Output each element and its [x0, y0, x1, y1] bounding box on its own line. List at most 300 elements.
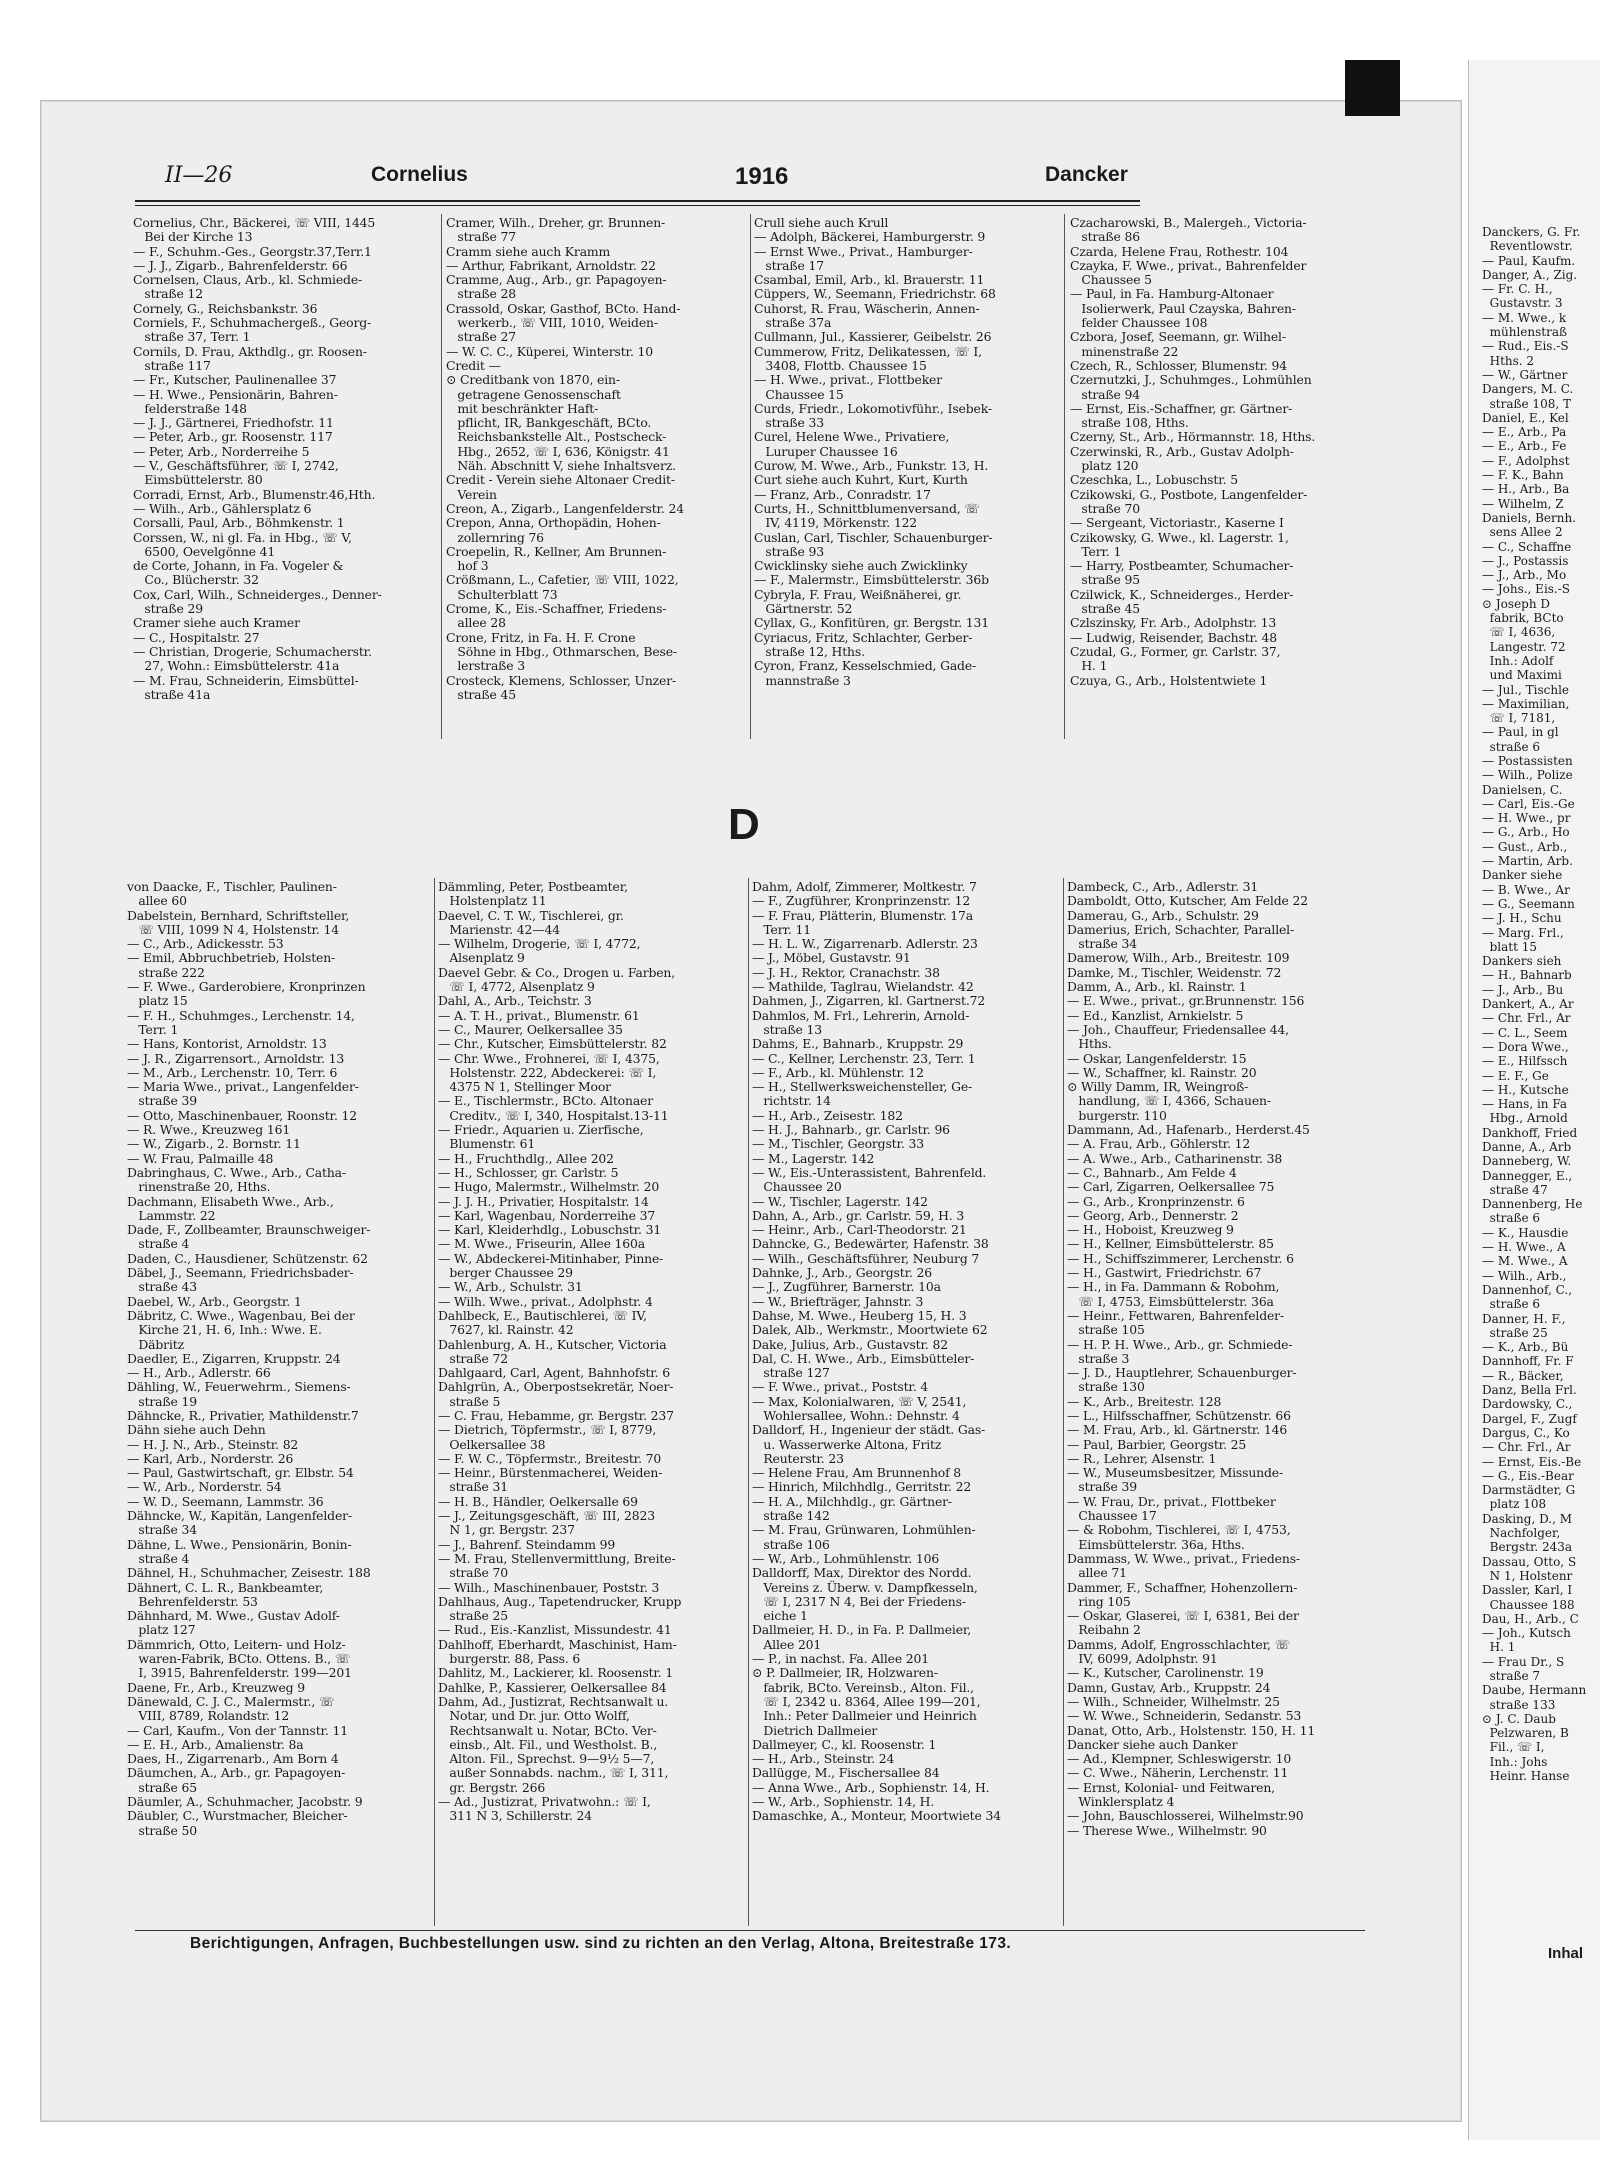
next-page-entry-line: Pelzwaren, B: [1482, 1726, 1569, 1741]
next-page-entry-line: Dankers sieh: [1482, 954, 1562, 969]
directory-entry-line: — H., Hoboist, Kreuzweg 9: [1067, 1222, 1234, 1238]
directory-entry-line: — W. Frau, Dr., privat., Flottbeker: [1067, 1493, 1276, 1509]
directory-entry-line: Czerwinski, R., Arb., Gustav Adolph-: [1070, 443, 1294, 459]
next-page-entry-line: Dau, H., Arb., C: [1482, 1611, 1579, 1626]
directory-entry-line: — W., Schaffner, kl. Rainstr. 20: [1067, 1064, 1257, 1080]
next-page-entry-line: ☏ I, 7181,: [1482, 711, 1556, 726]
directory-entry-line: Dahlgrün, A., Oberpostsekretär, Noer-: [438, 1379, 674, 1395]
directory-entry-line: Czernutzki, J., Schuhmges., Lohmühlen: [1070, 372, 1312, 388]
directory-entry-line: Gärtnerstr. 52: [754, 601, 853, 617]
directory-entry-line: straße 12: [133, 286, 203, 302]
directory-entry-line: ☏ I, 4753, Eimsbüttelerstr. 36a: [1067, 1293, 1274, 1309]
directory-entry-line: ⊙ Willy Damm, IR, Weingroß-: [1067, 1079, 1249, 1095]
directory-entry-line: straße 29: [133, 601, 203, 617]
directory-entry-line: Dahlhoff, Eberhardt, Maschinist, Ham-: [438, 1636, 677, 1652]
next-page-entry-line: — Gust., Arb.,: [1482, 839, 1568, 854]
directory-entry-line: Dähncke, R., Privatier, Mathildenstr.7: [127, 1407, 359, 1423]
directory-entry-line: Damerow, Wilh., Arb., Breitestr. 109: [1067, 950, 1290, 966]
directory-entry-line: — M. Frau, Grünwaren, Lohmühlen-: [752, 1522, 976, 1538]
publisher-footer: Berichtigungen, Anfragen, Buchbestellungen usw. sind zu richten an den Verlag, Altona, Breitestraße 173.: [190, 1935, 1012, 1952]
directory-entry-line: — W., Eis.-Unterassistent, Bahrenfeld.: [752, 1164, 987, 1180]
directory-entry-line: Winklersplatz 4: [1067, 1794, 1175, 1809]
directory-entry-line: straße 222: [127, 964, 205, 980]
next-page-entry-line: Dasking, D., M: [1482, 1511, 1573, 1526]
directory-entry-line: Cramer, Wilh., Dreher, gr. Brunnen-: [446, 216, 666, 230]
directory-entry-line: platz 15: [127, 993, 188, 1009]
directory-entry-line: — A. Wwe., Arb., Catharinenstr. 38: [1067, 1150, 1283, 1166]
directory-entry-line: Marienstr. 42—44: [438, 921, 560, 937]
bottom-column-2: [438, 880, 746, 1925]
directory-entry-line: straße 4: [127, 1236, 190, 1252]
directory-entry-line: Crone, Fritz, in Fa. H. F. Crone: [446, 629, 636, 645]
next-page-entry-line: Darmstädter, G: [1482, 1483, 1576, 1498]
directory-entry-line: — C., Arb., Adickesstr. 53: [127, 936, 284, 952]
directory-entry-line: — H. Wwe., privat., Flottbeker: [754, 372, 943, 388]
directory-entry-line: H. 1: [1070, 658, 1108, 674]
directory-entry-line: — J. J., Gärtnerei, Friedhofstr. 11: [133, 415, 334, 431]
directory-entry-line: Creon, A., Zigarb., Langenfelderstr. 24: [446, 500, 684, 516]
directory-entry-line: Reibahn 2: [1067, 1622, 1141, 1638]
directory-entry-line: IV, 4119, Mörkenstr. 122: [754, 515, 918, 531]
directory-entry-line: Dähnhard, M. Wwe., Gustav Adolf-: [127, 1608, 340, 1624]
next-page-entry-line: Dargus, C., Ko: [1482, 1425, 1570, 1440]
next-page-entry-line: Dannenberg, He: [1482, 1197, 1583, 1212]
directory-entry-line: Dachmann, Elisabeth Wwe., Arb.,: [127, 1193, 334, 1209]
directory-entry-line: Danat, Otto, Arb., Holstenstr. 150, H. 11: [1067, 1722, 1316, 1738]
directory-entry-line: — J., Möbel, Gustavstr. 91: [752, 950, 911, 966]
directory-entry-line: Cybryla, F. Frau, Weißnäherei, gr.: [754, 586, 962, 602]
directory-entry-line: straße 39: [127, 1093, 197, 1109]
next-page-entry-line: — F., Adolphst: [1482, 453, 1570, 468]
next-page-entry-line: — F. K., Bahn: [1482, 468, 1564, 483]
directory-entry-line: — C., Kellner, Lerchenstr. 23, Terr. 1: [752, 1050, 976, 1066]
directory-entry-line: Dahlitz, M., Lackierer, kl. Roosenstr. 1: [438, 1665, 674, 1681]
directory-entry-line: Dallmeier, H. D., in Fa. P. Dallmeier,: [752, 1622, 972, 1638]
directory-entry-line: — F., Malermstr., Eimsbüttelerstr. 36b: [754, 572, 989, 588]
directory-entry-line: Czech, R., Schlosser, Blumenstr. 94: [1070, 357, 1288, 373]
next-page-entry-line: — W., Gärtner: [1482, 367, 1568, 382]
next-page-entry-line: — C., Schaffne: [1482, 539, 1572, 554]
directory-entry-line: — H., Schiffszimmerer, Lerchenstr. 6: [1067, 1250, 1294, 1266]
directory-entry-line: — H., Gastwirt, Friedrichstr. 67: [1067, 1265, 1262, 1281]
directory-entry-line: — E. H., Arb., Amalienstr. 8a: [127, 1736, 304, 1752]
directory-entry-line: Däbritz: [127, 1336, 184, 1352]
directory-entry-line: Cuhorst, R. Frau, Wäscherin, Annen-: [754, 300, 980, 316]
directory-entry-line: — Wilh., Maschinenbauer, Poststr. 3: [438, 1579, 660, 1595]
directory-entry-line: — H., Arb., Zeisestr. 182: [752, 1107, 903, 1123]
directory-entry-line: Czikowsky, G. Wwe., kl. Lagerstr. 1,: [1070, 529, 1289, 545]
directory-entry-line: — W., Briefträger, Jahnstr. 3: [752, 1293, 924, 1309]
directory-entry-line: Dammass, W. Wwe., privat., Friedens-: [1067, 1550, 1300, 1566]
directory-entry-line: Czikowski, G., Postbote, Langenfelder-: [1070, 486, 1308, 502]
year: 1916: [735, 163, 789, 190]
directory-entry-line: — W. Wwe., Schneiderin, Sedanstr. 53: [1067, 1708, 1302, 1724]
directory-entry-line: Crepon, Anna, Orthopädin, Hohen-: [446, 515, 661, 531]
directory-entry-line: Daebel, W., Arb., Georgstr. 1: [127, 1293, 302, 1309]
directory-entry-line: Dammann, Ad., Hafenarb., Herderst.45: [1067, 1122, 1310, 1138]
directory-entry-line: straße 17: [754, 257, 824, 273]
directory-entry-line: straße 95: [1070, 572, 1140, 588]
directory-entry-line: — Hinrich, Milchhdlg., Gerritstr. 22: [752, 1479, 972, 1495]
directory-entry-line: Däubler, C., Wurstmacher, Bleicher-: [127, 1808, 348, 1824]
next-page-entry-line: — Chr. Frl., Ar: [1482, 1011, 1571, 1026]
next-page-entry-line: — M. Wwe., k: [1482, 310, 1567, 325]
running-header: [165, 163, 1135, 193]
directory-entry-line: — J., Zugführer, Barnerstr. 10a: [752, 1279, 941, 1295]
directory-entry-line: Dabringhaus, C. Wwe., Arb., Catha-: [127, 1164, 346, 1180]
next-page-entry-line: Chaussee 188: [1482, 1597, 1575, 1612]
directory-entry-line: 3408, Flottb. Chaussee 15: [754, 357, 927, 373]
directory-entry-line: Dahse, M. Wwe., Heuberg 15, H. 3: [752, 1307, 967, 1323]
directory-entry-line: Dahm, Adolf, Zimmerer, Moltkestr. 7: [752, 880, 977, 894]
next-page-entry-line: — G., Arb., Ho: [1482, 825, 1570, 840]
directory-entry-line: Credit —: [446, 357, 501, 373]
directory-entry-line: von Daacke, F., Tischler, Paulinen-: [127, 880, 337, 894]
next-page-entry-line: straße 25: [1482, 1325, 1548, 1340]
directory-entry-line: Daevel Gebr. & Co., Drogen u. Farben,: [438, 964, 676, 980]
first-entry-name: Cornelius: [371, 163, 468, 186]
directory-entry-line: straße 45: [446, 686, 516, 702]
directory-entry-line: Damke, M., Tischler, Weidenstr. 72: [1067, 964, 1282, 980]
directory-entry-line: — Ad., Justizrat, Privatwohn.: ☏ I,: [438, 1794, 651, 1809]
directory-entry-line: — E., Tischlermstr., BCto. Altonaer: [438, 1093, 654, 1109]
next-page-entry-line: Danneberg, W.: [1482, 1154, 1572, 1169]
directory-entry-line: Inh.: Peter Dallmeier und Heinrich: [752, 1708, 977, 1724]
directory-entry-line: Alton. Fil., Sprechst. 9—9½ 5—7,: [438, 1751, 655, 1767]
directory-entry-line: — F., Zugführer, Kronprinzenstr. 12: [752, 893, 971, 909]
directory-entry-line: Curt siehe auch Kuhrt, Kurt, Kurth: [754, 472, 968, 488]
directory-entry-line: Dammer, F., Schaffner, Hohenzollern-: [1067, 1579, 1298, 1595]
next-page-entry-line: Dankert, A., Ar: [1482, 997, 1574, 1012]
directory-entry-line: — M. Frau, Stellenvermittlung, Breite-: [438, 1550, 676, 1566]
next-page-entry-line: — Carl, Eis.-Ge: [1482, 796, 1575, 811]
next-page-entry-line: Danger, A., Zig.: [1482, 267, 1578, 282]
directory-entry-line: Co., Blücherstr. 32: [133, 572, 259, 588]
directory-entry-line: I, 3915, Bahrenfelderstr. 199—201: [127, 1665, 352, 1681]
directory-entry-line: Lammstr. 22: [127, 1207, 216, 1223]
directory-entry-line: — H. L. W., Zigarrenarb. Adlerstr. 23: [752, 936, 978, 952]
directory-entry-line: straße 43: [127, 1279, 197, 1295]
directory-entry-line: Cummerow, Fritz, Delikatessen, ☏ I,: [754, 343, 982, 359]
directory-entry-line: Csambal, Emil, Arb., kl. Brauerstr. 11: [754, 272, 985, 288]
directory-entry-line: Alsenplatz 9: [438, 950, 525, 966]
directory-entry-line: — K., Arb., Breitestr. 128: [1067, 1393, 1222, 1409]
directory-entry-line: Cuslan, Carl, Tischler, Schauenburger-: [754, 529, 993, 545]
directory-entry-line: rinenstraße 20, Hths.: [127, 1179, 271, 1195]
directory-entry-line: Rechtsanwalt u. Notar, BCto. Ver-: [438, 1722, 657, 1738]
directory-entry-line: — F., Arb., kl. Mühlenstr. 12: [752, 1064, 924, 1080]
directory-entry-line: — W., Arb., Norderstr. 54: [127, 1479, 282, 1495]
directory-entry-line: Dänewald, C. J. C., Malermstr., ☏: [127, 1693, 335, 1709]
next-page-entry-line: ⊙ Joseph D: [1482, 596, 1551, 611]
directory-entry-line: straße 13: [752, 1021, 822, 1037]
next-page-entry-line: — H., Bahnarb: [1482, 968, 1572, 983]
section-letter: D: [728, 800, 760, 849]
directory-entry-line: — C., Bahnarb., Am Felde 4: [1067, 1164, 1237, 1180]
directory-entry-line: Crößmann, L., Cafetier, ☏ VIII, 1022,: [446, 572, 679, 588]
directory-entry-line: getragene Genossenschaft: [446, 386, 621, 402]
directory-entry-line: Czilwick, K., Schneiderges., Herder-: [1070, 586, 1294, 602]
directory-entry-line: Dahmen, J., Zigarren, kl. Gartnerst.72: [752, 993, 986, 1009]
directory-entry-line: werkerb., ☏ VIII, 1010, Weiden-: [446, 315, 658, 331]
directory-entry-line: Dambeck, C., Arb., Adlerstr. 31: [1067, 880, 1259, 894]
next-page-entry-line: Reventlowstr.: [1482, 239, 1573, 254]
directory-entry-line: Cramme, Aug., Arb., gr. Papagoyen-: [446, 272, 667, 288]
directory-entry-line: — Heinr., Bürstenmacherei, Weiden-: [438, 1465, 663, 1481]
directory-entry-line: — R., Lehrer, Alsenstr. 1: [1067, 1450, 1217, 1466]
next-page-entry-line: Dassau, Otto, S: [1482, 1554, 1577, 1569]
directory-entry-line: Dahncke, G., Bedewärter, Hafenstr. 38: [752, 1236, 989, 1252]
directory-entry-line: 6500, Oevelgönne 41: [133, 543, 276, 559]
next-page-entry-line: — H. Wwe., pr: [1482, 811, 1571, 826]
directory-entry-line: einsb., Alt. Fil., und Westholst. B.,: [438, 1736, 658, 1752]
next-page-entry-line: blatt 15: [1482, 939, 1538, 954]
directory-entry-line: — Christian, Drogerie, Schumacherstr.: [133, 643, 372, 659]
directory-entry-line: — A. T. H., privat., Blumenstr. 61: [438, 1007, 640, 1023]
directory-entry-line: richtstr. 14: [752, 1093, 831, 1109]
directory-entry-line: Daden, C., Hausdiener, Schützenstr. 62: [127, 1250, 368, 1266]
directory-entry-line: — Paul, in Fa. Hamburg-Altonaer: [1070, 286, 1274, 302]
directory-entry-line: — C., Maurer, Oelkersallee 35: [438, 1021, 623, 1037]
directory-entry-line: Cyron, Franz, Kesselschmied, Gade-: [754, 658, 977, 674]
directory-entry-line: — F. Frau, Plätterin, Blumenstr. 17a: [752, 907, 973, 923]
directory-entry-line: Chaussee 5: [1070, 272, 1152, 288]
next-page-entry-line: straße 133: [1482, 1697, 1556, 1712]
next-page-entry-line: fabrik, BCto: [1482, 611, 1564, 626]
directory-entry-line: Corradi, Ernst, Arb., Blumenstr.46,Hth.: [133, 486, 376, 502]
next-page-footer: Inhal: [1548, 1945, 1584, 1962]
directory-entry-line: Creditv., ☏ I, 340, Hospitalst.13-11: [438, 1107, 669, 1123]
next-page-entry-line: — C. L., Seem: [1482, 1025, 1568, 1040]
directory-entry-line: — C. Frau, Hebamme, gr. Bergstr. 237: [438, 1407, 674, 1423]
directory-entry-line: Crosteck, Klemens, Schlosser, Unzer-: [446, 672, 677, 688]
directory-entry-line: Eimsbüttelerstr. 80: [133, 472, 263, 488]
directory-entry-line: — H. Wwe., Pensionärin, Bahren-: [133, 386, 338, 402]
directory-entry-line: — W., Arb., Sophienstr. 14, H.: [752, 1794, 935, 1809]
directory-entry-line: Dämmrich, Otto, Leitern- und Holz-: [127, 1636, 346, 1652]
directory-entry-line: IV, 6099, Adolphstr. 91: [1067, 1651, 1218, 1667]
directory-entry-line: straße 86: [1070, 229, 1140, 245]
directory-entry-line: straße 5: [438, 1393, 501, 1409]
directory-entry-line: — G., Arb., Kronprinzenstr. 6: [1067, 1193, 1245, 1209]
directory-entry-line: Eimsbüttelerstr. 36a, Hths.: [1067, 1536, 1245, 1552]
next-page-entry-line: — Maximilian,: [1482, 696, 1570, 711]
directory-entry-line: — Ludwig, Reisender, Bachstr. 48: [1070, 629, 1278, 645]
next-page-entry-line: Danielsen, C.: [1482, 782, 1563, 797]
directory-entry-line: allee 28: [446, 615, 506, 631]
next-page-entry-line: — Rud., Eis.-S: [1482, 339, 1569, 354]
next-page-entry-line: Fil., ☏ I,: [1482, 1740, 1545, 1755]
directory-entry-line: straße 105: [1067, 1322, 1145, 1338]
directory-entry-line: straße 41a: [133, 686, 211, 702]
directory-entry-line: Dahn, A., Arb., gr. Carlstr. 59, H. 3: [752, 1207, 965, 1223]
directory-entry-line: — H. P. H. Wwe., Arb., gr. Schmiede-: [1067, 1336, 1293, 1352]
next-page-entry-line: Inh.: Johs: [1482, 1754, 1548, 1769]
directory-entry-line: Dallmeyer, C., kl. Roosenstr. 1: [752, 1736, 937, 1752]
directory-entry-line: — J. D., Hauptlehrer, Schauenburger-: [1067, 1365, 1297, 1381]
top-column-4: [1070, 216, 1375, 736]
directory-entry-line: außer Sonnabds. nachm., ☏ I, 311,: [438, 1765, 669, 1781]
directory-entry-line: Dalek, Alb., Werkmstr., Moortwiete 62: [752, 1322, 988, 1338]
directory-entry-line: — Joh., Chauffeur, Friedensallee 44,: [1067, 1021, 1289, 1037]
directory-entry-line: — W. C. C., Küperei, Winterstr. 10: [446, 343, 654, 359]
directory-entry-line: — F. Wwe., Garderobiere, Kronprinzen: [127, 979, 366, 995]
next-page-entry-line: — H. Wwe., A: [1482, 1240, 1566, 1255]
directory-entry-line: mannstraße 3: [754, 672, 851, 688]
directory-entry-line: — C. Wwe., Näherin, Lerchenstr. 11: [1067, 1765, 1289, 1781]
directory-entry-line: lerstraße 3: [446, 658, 526, 674]
last-entry-name: Dancker: [1045, 163, 1128, 186]
directory-entry-line: Däumchen, A., Arb., gr. Papagoyen-: [127, 1765, 346, 1781]
next-page-entry-line: — Paul, in gl: [1482, 725, 1559, 740]
directory-entry-line: — F., Schuhm.-Ges., Georgstr.37,Terr.1: [133, 243, 372, 259]
directory-entry-line: Dähne, L. Wwe., Pensionärin, Bonin-: [127, 1536, 352, 1552]
next-page-entry-line: — Chr. Frl., Ar: [1482, 1440, 1571, 1455]
directory-entry-line: Dahlenburg, A. H., Kutscher, Victoria: [438, 1336, 667, 1352]
directory-entry-line: Holstenstr. 222, Abdeckerei: ☏ I,: [438, 1064, 657, 1080]
next-page-entry-line: ☏ I, 4636,: [1482, 625, 1556, 640]
next-page-entry-line: Dannenhof, C.,: [1482, 1282, 1573, 1297]
column-separator: [441, 214, 442, 739]
directory-entry-line: Bei der Kirche 13: [133, 229, 253, 245]
next-page-entry-line: Dankhoff, Fried: [1482, 1125, 1578, 1140]
next-page-entry-line: — Wilh., Polize: [1482, 768, 1573, 783]
directory-entry-line: — Max, Kolonialwaren, ☏ V, 2541,: [752, 1393, 967, 1409]
directory-entry-line: ☏ I, 4772, Alsenplatz 9: [438, 979, 595, 995]
directory-entry-line: eiche 1: [752, 1608, 808, 1624]
next-page-entry-line: — E. F., Ge: [1482, 1068, 1549, 1083]
next-page-entry-line: — Postassisten: [1482, 753, 1573, 768]
directory-entry-line: Dahlhaus, Aug., Tapetendrucker, Krupp: [438, 1593, 682, 1609]
column-separator: [750, 214, 751, 739]
directory-entry-line: — Paul, Gastwirtschaft, gr. Elbstr. 54: [127, 1465, 354, 1481]
directory-entry-line: Däbritz, C. Wwe., Wagenbau, Bei der: [127, 1307, 355, 1323]
directory-entry-line: Dämmling, Peter, Postbeamter,: [438, 880, 628, 894]
directory-entry-line: — Carl, Kaufm., Von der Tannstr. 11: [127, 1722, 348, 1738]
directory-entry-line: — J. R., Zigarrensort., Arnoldstr. 13: [127, 1050, 345, 1066]
directory-entry-line: Cullmann, Jul., Kassierer, Geibelstr. 26: [754, 329, 992, 345]
directory-entry-line: — Otto, Maschinenbauer, Roonstr. 12: [127, 1107, 357, 1123]
next-page-entry-line: — H., Arb., Ba: [1482, 482, 1570, 497]
directory-entry-line: Damaschke, A., Monteur, Moortwiete 34: [752, 1808, 1001, 1824]
directory-entry-line: ☏ I, 2317 N 4, Bei der Friedens-: [752, 1593, 966, 1609]
next-page-entry-line: Daniels, Bernh.: [1482, 510, 1576, 525]
directory-entry-line: Czudal, G., Former, gr. Carlstr. 37,: [1070, 643, 1281, 659]
directory-entry-line: — H. B., Händler, Oelkersalle 69: [438, 1493, 638, 1509]
directory-entry-line: Croepelin, R., Kellner, Am Brunnen-: [446, 543, 667, 559]
next-page-entry-line: ⊙ J. C. Daub: [1482, 1711, 1556, 1726]
next-page-entry-line: Nachfolger,: [1482, 1526, 1561, 1541]
next-page-entry-line: und Maximi: [1482, 668, 1562, 683]
directory-entry-line: Damerau, G., Arb., Schulstr. 29: [1067, 907, 1259, 923]
directory-entry-line: N 1, gr. Bergstr. 237: [438, 1522, 575, 1538]
next-page-entry-line: Dangers, M. C.: [1482, 382, 1574, 397]
directory-entry-line: Dake, Julius, Arb., Gustavstr. 82: [752, 1336, 948, 1352]
directory-entry-line: Daedler, E., Zigarren, Kruppstr. 24: [127, 1350, 341, 1366]
directory-entry-line: — Heinr., Arb., Carl-Theodorstr. 21: [752, 1222, 967, 1238]
column-separator: [1064, 214, 1065, 739]
next-page-entry-line: Dassler, Karl, I: [1482, 1583, 1573, 1598]
directory-entry-line: — H. J. N., Arb., Steinstr. 82: [127, 1436, 299, 1452]
next-page-entry-line: Dargel, F., Zugf: [1482, 1411, 1577, 1426]
directory-entry-line: — W., Arb., Schulstr. 31: [438, 1279, 583, 1295]
directory-entry-line: — Anna Wwe., Arb., Sophienstr. 14, H.: [752, 1779, 990, 1795]
bottom-column-4: [1067, 880, 1379, 1925]
next-page-entry-line: Danne, A., Arb: [1482, 1140, 1572, 1154]
directory-entry-line: — M., Lagerstr. 142: [752, 1150, 875, 1166]
directory-entry-line: — H. A., Milchhdlg., gr. Gärtner-: [752, 1493, 952, 1509]
directory-entry-line: straße 72: [438, 1350, 508, 1366]
directory-entry-line: straße 28: [446, 286, 516, 302]
directory-entry-line: — Arthur, Fabrikant, Arnoldstr. 22: [446, 257, 656, 273]
directory-entry-line: — L., Hilfsschaffner, Schützenstr. 66: [1067, 1407, 1291, 1423]
directory-entry-line: Dahnke, J., Arb., Georgstr. 26: [752, 1265, 933, 1281]
next-page-entry-line: Gustavstr. 3: [1482, 296, 1563, 311]
next-page-entry-line: — E., Hilfssch: [1482, 1054, 1568, 1069]
directory-entry-line: Daevel, C. T. W., Tischlerei, gr.: [438, 907, 624, 923]
directory-entry-line: Dähncke, W., Kapitän, Langenfelder-: [127, 1508, 352, 1524]
directory-entry-line: Damboldt, Otto, Kutscher, Am Felde 22: [1067, 893, 1308, 909]
directory-entry-line: fabrik, BCto. Vereinsb., Alton. Fil.,: [752, 1679, 974, 1695]
next-page-entry-line: — Fr. C. H.,: [1482, 282, 1553, 297]
directory-entry-line: — A. Frau, Arb., Göhlerstr. 12: [1067, 1136, 1251, 1152]
directory-entry-line: felder Chaussee 108: [1070, 315, 1208, 331]
directory-entry-line: — Therese Wwe., Wilhelmstr. 90: [1067, 1822, 1267, 1838]
directory-entry-line: — Helene Frau, Am Brunnenhof 8: [752, 1465, 962, 1481]
directory-entry-line: Kirche 21, H. 6, Inh.: Wwe. E.: [127, 1322, 322, 1338]
next-page-entry-line: — Johs., Eis.-S: [1482, 582, 1571, 597]
directory-entry-line: Reichsbankstelle Alt., Postscheck-: [446, 429, 667, 445]
directory-entry-line: u. Wasserwerke Altona, Fritz: [752, 1436, 942, 1452]
next-page-entry-line: — H., Kutsche: [1482, 1082, 1569, 1097]
directory-entry-line: straße 4: [127, 1550, 190, 1566]
bottom-column-1: [127, 880, 434, 1925]
directory-entry-line: — Heinr., Fettwaren, Bahrenfelder-: [1067, 1307, 1284, 1323]
directory-entry-line: — W., Zigarb., 2. Bornstr. 11: [127, 1136, 301, 1152]
directory-entry-line: Dabelstein, Bernhard, Schriftsteller,: [127, 907, 350, 923]
directory-entry-line: Dähnel, H., Schuhmacher, Zeisestr. 188: [127, 1565, 371, 1581]
directory-entry-line: — Oskar, Langenfelderstr. 15: [1067, 1050, 1247, 1066]
directory-entry-line: — C., Hospitalstr. 27: [133, 629, 260, 645]
directory-entry-line: Czayka, F. Wwe., privat., Bahrenfelder: [1070, 257, 1307, 273]
page-number: II—26: [165, 163, 233, 188]
next-page-entry-line: straße 108, T: [1482, 396, 1571, 411]
directory-entry-line: Terr. 1: [127, 1021, 179, 1037]
directory-entry-line: Damn, Gustav, Arb., Kruppstr. 24: [1067, 1679, 1271, 1695]
directory-entry-line: — H., Kellner, Eimsbüttelerstr. 85: [1067, 1236, 1274, 1252]
directory-entry-line: straße 127: [752, 1365, 830, 1381]
bottom-column-3: [752, 880, 1064, 1925]
next-page-entry-line: — G., Eis.-Bear: [1482, 1468, 1574, 1483]
directory-entry-line: Czacharowski, B., Malergeh., Victoria-: [1070, 216, 1307, 230]
directory-entry-line: berger Chaussee 29: [438, 1265, 573, 1281]
directory-entry-line: straße 142: [752, 1508, 830, 1524]
directory-entry-line: Däbel, J., Seemann, Friedrichsbader-: [127, 1265, 354, 1281]
directory-entry-line: — Paul, Barbier, Georgstr. 25: [1067, 1436, 1247, 1452]
directory-entry-line: Cramer siehe auch Kramer: [133, 615, 300, 631]
directory-entry-line: — M., Arb., Lerchenstr. 10, Terr. 6: [127, 1064, 338, 1080]
next-page-entry-line: Danner, H. F.,: [1482, 1311, 1566, 1326]
directory-entry-line: de Corte, Johann, in Fa. Vogeler &: [133, 558, 344, 574]
directory-entry-line: Notar, und Dr. jur. Otto Wolff,: [438, 1708, 630, 1724]
next-page-entry-line: — Martin, Arb.: [1482, 854, 1573, 869]
directory-entry-line: ring 105: [1067, 1593, 1131, 1609]
next-page-entry-line: mühlenstraß: [1482, 325, 1568, 340]
directory-entry-line: — H., Arb., Adlerstr. 66: [127, 1365, 271, 1381]
directory-entry-line: — M. Wwe., Friseurin, Allee 160a: [438, 1236, 645, 1252]
directory-entry-line: Daes, H., Zigarrenarb., Am Born 4: [127, 1751, 339, 1767]
directory-entry-line: — H. J., Bahnarb., gr. Carlstr. 96: [752, 1122, 950, 1138]
